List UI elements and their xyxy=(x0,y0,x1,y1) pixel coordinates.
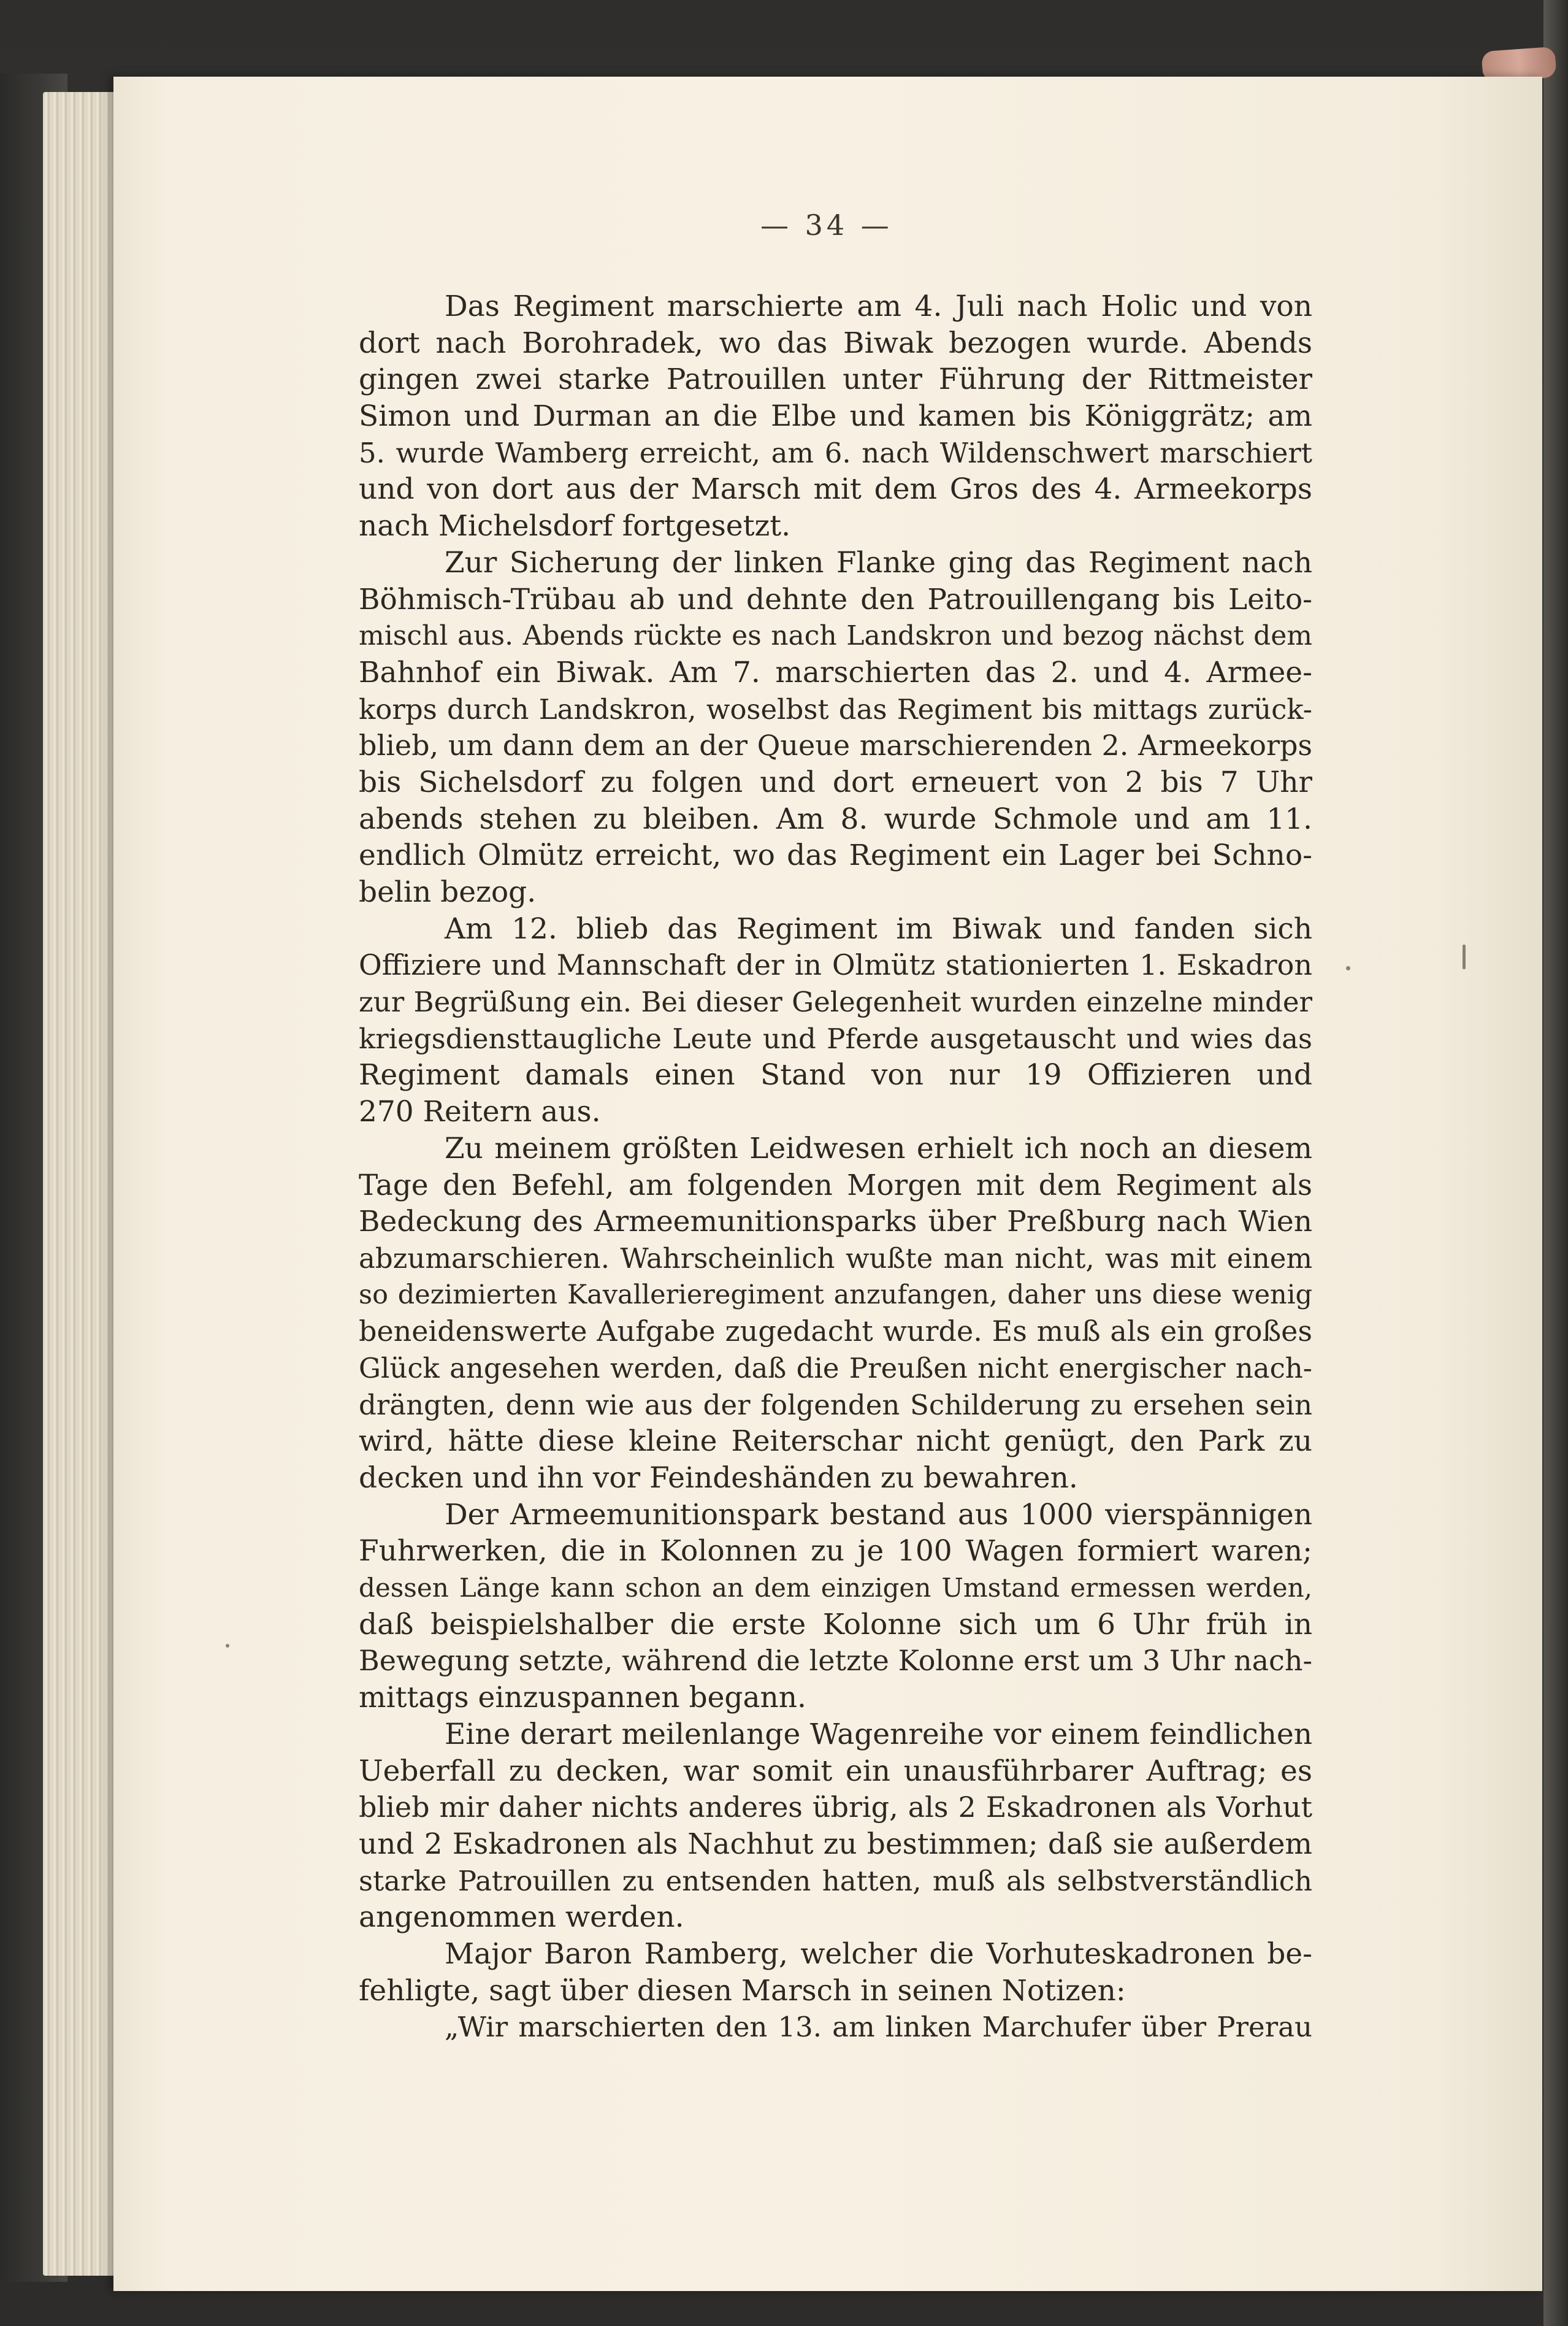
text-line: Böhmisch-Trübau ab und dehnte den Patrouillengang bis Leito- xyxy=(359,582,1312,616)
text-line: zur Begrüßung ein. Bei dieser Gelegenheit wurden einzelne minder xyxy=(359,986,1312,1019)
body-text xyxy=(359,288,1312,2046)
text-line: Bewegung setzte, während die letzte Kolonne erst um 3 Uhr nach- xyxy=(359,1644,1312,1678)
text-line: Tage den Befehl, am folgenden Morgen mit dem Regiment als xyxy=(359,1168,1312,1202)
text-line: wird, hätte diese kleine Reiterschar nicht genügt, den Park zu xyxy=(359,1424,1312,1459)
text-line: Regiment damals einen Stand von nur 19 Offizieren und xyxy=(359,1058,1312,1092)
text-line: bis Sichelsdorf zu folgen und dort erneuert von 2 bis 7 Uhr xyxy=(359,765,1312,799)
text-line: Simon und Durman an die Elbe und kamen bis Königgrätz; am xyxy=(359,399,1312,434)
text-line: Zu meinem größten Leidwesen erhielt ich noch an diesem xyxy=(445,1131,1312,1165)
text-line: mischl aus. Abends rückte es nach Landskron und bezog nächst dem xyxy=(359,620,1312,652)
text-line: Ueberfall zu decken, war somit ein unausführbarer Auftrag; es xyxy=(359,1754,1312,1788)
text-line: nach Michelsdorf fortgesetzt. xyxy=(359,509,791,543)
text-line: Der Armeemunitionspark bestand aus 1000 vierspännigen xyxy=(445,1497,1312,1532)
text-line: kriegsdiensttaugliche Leute und Pferde ausgetauscht und wies das xyxy=(359,1022,1312,1055)
text-line: so dezimierten Kavallerieregiment anzufangen, daher uns diese wenig xyxy=(359,1279,1312,1310)
text-line: gingen zwei starke Patrouillen unter Führung der Rittmeister xyxy=(359,363,1312,397)
text-line: angenommen werden. xyxy=(359,1900,684,1935)
book-spine-right xyxy=(1543,0,1568,2326)
text-line: beneidenswerte Aufgabe zugedacht wurde. Es muß als ein großes xyxy=(359,1315,1312,1348)
text-line: blieb, um dann dem an der Queue marschierenden 2. Armeekorps xyxy=(359,729,1312,762)
text-line: mittags einzuspannen begann. xyxy=(359,1681,806,1715)
text-line: und 2 Eskadronen als Nachhut zu bestimmen; daß sie außerdem xyxy=(359,1827,1312,1861)
text-line: dort nach Borohradek, wo das Biwak bezogen wurde. Abends xyxy=(359,326,1312,360)
text-line: decken und ihn vor Feindeshänden zu bewahren. xyxy=(359,1461,1078,1495)
text-line: 5. wurde Wamberg erreicht, am 6. nach Wildenschwert marschiert xyxy=(359,436,1312,469)
text-line: Glück angesehen werden, daß die Preußen nicht energischer nach- xyxy=(359,1351,1312,1384)
text-line: dessen Länge kann schon an dem einzigen Umstand ermessen werden, xyxy=(359,1573,1312,1603)
paper-speck xyxy=(1346,966,1350,970)
text-line: belin bezog. xyxy=(359,875,537,909)
text-line: fehligte, sagt über diesen Marsch in seinen Notizen: xyxy=(359,1973,1126,2008)
text-line: abends stehen zu bleiben. Am 8. wurde Schmole und am 11. xyxy=(359,802,1312,836)
text-line: „Wir marschierten den 13. am linken Marchufer über Prerau xyxy=(445,2011,1312,2044)
text-line: drängten, denn wie aus der folgenden Schilderung zu ersehen sein xyxy=(359,1388,1312,1421)
text-line: 270 Reitern aus. xyxy=(359,1095,601,1129)
text-line: korps durch Landskron, woselbst das Regiment bis mittags zurück- xyxy=(359,693,1312,726)
paper-speck xyxy=(226,1644,229,1648)
text-line: Fuhrwerken, die in Kolonnen zu je 100 Wagen formiert waren; xyxy=(359,1534,1312,1568)
text-line: Zur Sicherung der linken Flanke ging das Regiment nach xyxy=(445,545,1312,580)
text-line: Bedeckung des Armeemunitionsparks über Preßburg nach Wien xyxy=(359,1205,1312,1239)
paper-mark xyxy=(1463,945,1466,969)
page-number: — 34 — xyxy=(760,209,893,242)
text-line: Das Regiment marschierte am 4. Juli nach Holic und von xyxy=(445,290,1312,323)
text-line: und von dort aus der Marsch mit dem Gros des 4. Armeekorps xyxy=(359,472,1312,507)
text-line: endlich Olmütz erreicht, wo das Regiment ein Lager bei Schno- xyxy=(359,839,1312,873)
text-line: Major Baron Ramberg, welcher die Vorhuteskadronen be- xyxy=(445,1936,1312,1971)
text-line: Offiziere und Mannschaft der in Olmütz stationierten 1. Eskadron xyxy=(359,948,1312,982)
text-line: daß beispielshalber die erste Kolonne sich um 6 Uhr früh in xyxy=(359,1607,1312,1641)
text-line: blieb mir daher nichts anderes übrig, als 2 Eskadronen als Vorhut xyxy=(359,1791,1312,1824)
text-line: Am 12. blieb das Regiment im Biwak und fanden sich xyxy=(445,912,1312,946)
text-line: Bahnhof ein Biwak. Am 7. marschierten das 2. und 4. Armee- xyxy=(359,655,1312,689)
text-line: Eine derart meilenlange Wagenreihe vor einem feindlichen xyxy=(445,1717,1312,1751)
text-line: abzumarschieren. Wahrscheinlich wußte man nicht, was mit einem xyxy=(359,1242,1312,1275)
page-stack-edges xyxy=(43,92,123,2276)
text-line: starke Patrouillen zu entsenden hatten, muß als selbstverständlich xyxy=(359,1864,1312,1897)
